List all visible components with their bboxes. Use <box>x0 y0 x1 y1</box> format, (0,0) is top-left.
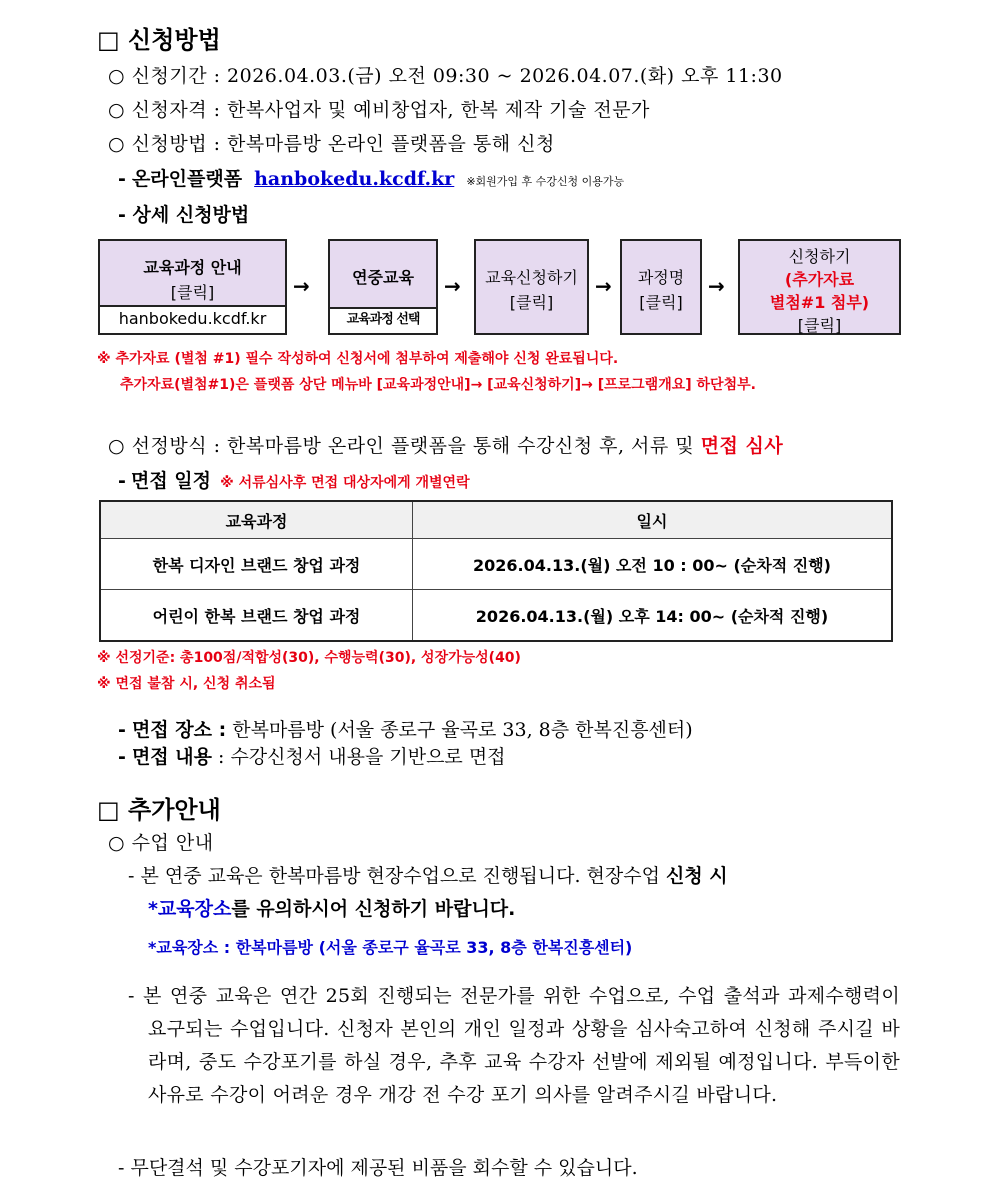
attendance-para <box>128 980 900 1112</box>
supplies-return-note: - 무단결석 및 수강포기자에 제공된 비품을 회수할 수 있습니다. <box>118 1157 638 1179</box>
arrow-right-icon: → <box>444 274 461 298</box>
table-row <box>100 539 892 590</box>
section-heading-additional <box>97 790 221 825</box>
circle-bullet-icon: ○ <box>108 99 126 121</box>
item-label: 신청자격 <box>131 99 208 121</box>
step-select: 교육과정 선택 <box>330 307 436 333</box>
arrow-right-icon: → <box>595 274 612 298</box>
signup-note: ※회원가입 후 수강신청 이용가능 <box>466 175 625 188</box>
circle-bullet-icon: ○ <box>108 133 126 155</box>
step-title: 연중교육 <box>352 268 414 287</box>
item-value: 2026.04.03.(금) 오전 09:30 ~ 2026.04.07.(화) 오후 11:30 <box>227 65 783 87</box>
para-bold-text: 를 유의하시어 신청하기 바랍니다. <box>231 898 516 920</box>
table-header-row <box>100 501 892 539</box>
step-click: [클릭] <box>639 293 683 312</box>
step-attachment-note: 별첨#1 첨부) <box>769 293 870 312</box>
section-heading-application <box>97 20 221 55</box>
item-label: 신청방법 <box>131 133 208 155</box>
place-value: 한복마름방 (서울 종로구 율곡로 33, 8층 한복진흥센터) <box>232 719 693 741</box>
attachment-required-note: ※ 추가자료 (별첨 #1) 필수 작성하여 신청서에 첨부하여 제출해야 신청 완료됩니다. <box>97 351 619 367</box>
on-site-class-para <box>128 860 900 926</box>
flow-step-course-name <box>620 239 702 335</box>
arrow-right-icon: → <box>293 274 310 298</box>
dash-bullet: - <box>118 719 126 741</box>
apply-bold: 신청 시 <box>665 865 728 887</box>
class-info-label: ○ 수업 안내 <box>108 832 214 854</box>
step-url: hanbokedu.kcdf.kr <box>100 305 285 333</box>
interview-content-row <box>118 742 506 769</box>
info-apply-method <box>108 129 555 156</box>
step-title: 과정명 <box>637 268 685 287</box>
table-cell-course: 한복 디자인 브랜드 창업 과정 <box>100 539 413 590</box>
info-eligibility <box>108 95 650 122</box>
table-row <box>100 590 892 642</box>
step-title: 교육과정 안내 <box>143 258 242 277</box>
flow-step-apply <box>738 239 901 335</box>
dash-bullet: - <box>118 470 126 492</box>
step-attachment-note: (추가자료 <box>784 270 855 289</box>
flow-step-annual-edu <box>328 239 438 335</box>
item-separator: : <box>207 99 228 121</box>
step-title: 신청하기 <box>788 247 851 266</box>
flow-step-edu-apply <box>474 239 589 335</box>
attachment-location-note: 추가자료(별첨#1)은 플랫폼 상단 메뉴바 [교육과정안내]→ [교육신청하기]→ [프로그램개요] 하단첨부. <box>120 377 756 393</box>
dash-bullet: - <box>118 746 126 768</box>
circle-bullet-icon: ○ <box>108 65 126 87</box>
interview-highlight: 면접 심사 <box>700 435 784 457</box>
table-cell-datetime: 2026.04.13.(월) 오후 14: 00~ (순차적 진행) <box>413 590 893 642</box>
step-click: [클릭] <box>509 293 554 312</box>
step-click: [클릭] <box>797 316 842 335</box>
selection-criteria-note: ※ 선정기준: 총100점/적합성(30), 수행능력(30), 성장가능성(40) <box>97 650 521 666</box>
item-label: 신청기간 <box>131 65 208 87</box>
checkbox-square-icon: □ <box>97 26 120 54</box>
circle-bullet-icon: ○ <box>108 435 126 457</box>
step-click: [클릭] <box>170 283 215 302</box>
edu-place-highlight: *교육장소 <box>148 898 232 920</box>
table-cell-course: 어린이 한복 브랜드 창업 과정 <box>100 590 413 642</box>
dash-bullet: - <box>118 204 126 226</box>
selection-method <box>108 431 783 458</box>
dash-bullet: - <box>118 168 126 190</box>
table-cell-datetime: 2026.04.13.(월) 오전 10 : 00~ (순차적 진행) <box>413 539 893 590</box>
step-title: 교육신청하기 <box>485 268 578 287</box>
info-apply-period <box>108 61 783 88</box>
section-title: 추가안내 <box>128 796 221 824</box>
content-value: : 수강신청서 내용을 기반으로 면접 <box>211 746 506 768</box>
content-label: 면접 내용 <box>131 746 212 768</box>
checkbox-square-icon: □ <box>97 796 120 824</box>
section-title: 신청방법 <box>128 26 221 54</box>
interview-schedule-table <box>99 500 893 642</box>
item-separator: : <box>207 65 228 87</box>
interview-schedule-heading <box>118 466 470 493</box>
online-platform-row <box>118 164 624 191</box>
platform-label: 온라인플랫폼 <box>131 168 243 190</box>
flow-step-course-info <box>98 239 287 335</box>
item-separator: : <box>207 133 228 155</box>
item-value: 한복사업자 및 예비창업자, 한복 제작 기술 전문가 <box>227 99 650 121</box>
interview-place-row <box>118 715 693 742</box>
arrow-right-icon: → <box>708 274 725 298</box>
item-value: 한복마름방 온라인 플랫폼을 통해 신청 <box>227 133 555 155</box>
para-text: - 본 연중 교육은 연간 25회 진행되는 전문가를 위한 수업으로, 수업 출석과 과제수행력이 요구되는 수업입니다. 신청자 본인의 개인 일정과 상황을 심사숙고하여 신청해 주시길 바라며, 중도 수강포기를 하실 경우, 추후 교육 수강자 선발에 제외될 예정입니다. 부득이한 사유로 수강이 어려운 경우 개강 전 수강 포기 의사를 알려주시길 바랍니다. <box>128 985 900 1106</box>
interview-label: 면접 일정 <box>130 470 212 492</box>
detail-label: 상세 신청방법 <box>132 204 250 226</box>
para-text: - 본 연중 교육은 한복마름방 현장수업으로 진행됩니다. 현장수업 <box>128 865 666 887</box>
edu-place-note: *교육장소 : 한복마름방 (서울 종로구 율곡로 33, 8층 한복진흥센터) <box>148 938 633 957</box>
detail-method-heading <box>118 200 249 227</box>
place-label: 면접 장소 : <box>131 719 227 741</box>
column-header: 일시 <box>413 501 893 539</box>
selection-text: 선정방식 : 한복마름방 온라인 플랫폼을 통해 수강신청 후, 서류 및 <box>131 435 701 457</box>
absence-cancel-note: ※ 면접 불참 시, 신청 취소됨 <box>97 676 276 692</box>
platform-link[interactable]: hanbokedu.kcdf.kr <box>254 168 455 190</box>
interview-contact-note: ※ 서류심사후 면접 대상자에게 개별연락 <box>220 475 470 491</box>
column-header: 교육과정 <box>100 501 413 539</box>
